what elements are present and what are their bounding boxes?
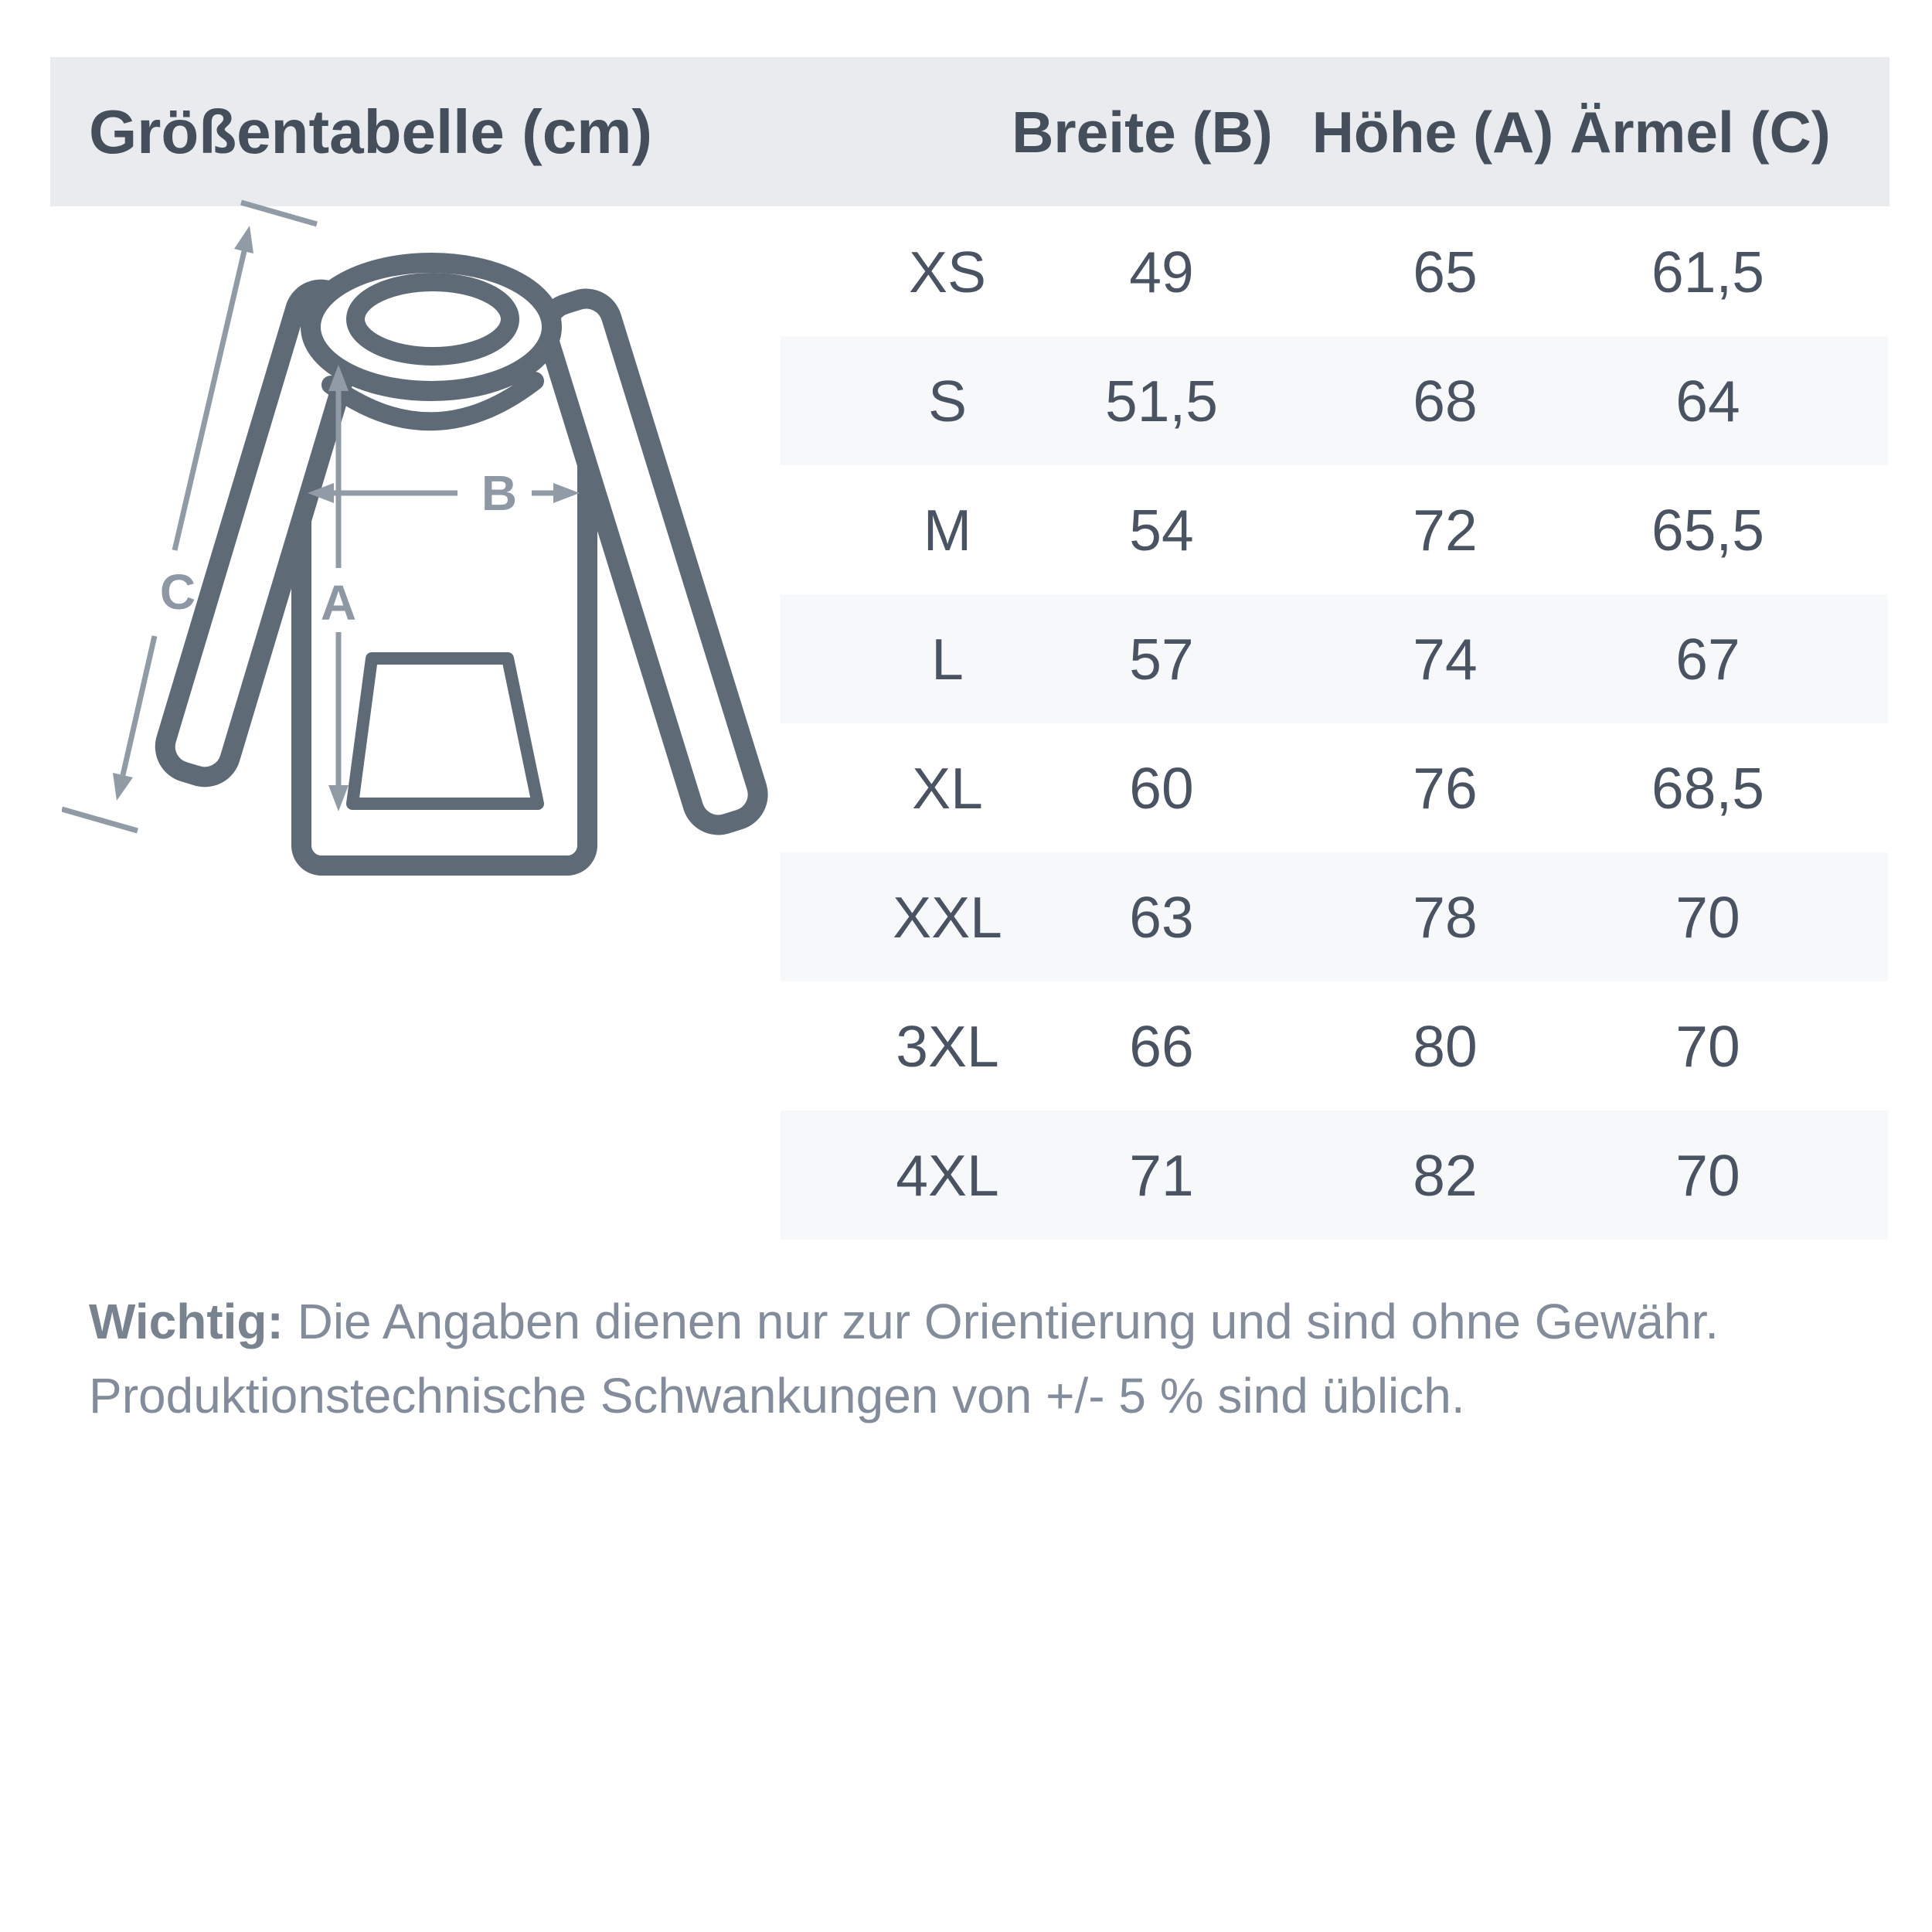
hoodie-pocket-outline — [352, 658, 538, 804]
disclaimer-line-2 — [89, 1359, 1889, 1433]
breite-value: 60 — [1129, 755, 1194, 821]
size-label: M — [923, 497, 972, 563]
breite-value: 49 — [1129, 239, 1194, 304]
breite-value: 71 — [1129, 1142, 1194, 1208]
disclaimer-label: Wichtig: — [89, 1294, 284, 1349]
disclaimer-line-1 — [89, 1284, 1889, 1359]
table-row-xxl — [781, 852, 1888, 981]
disclaimer-text-2: Produktionstechnische Schwankungen von +/- 5 % sind üblich. — [89, 1368, 1465, 1423]
size-label: L — [931, 626, 964, 692]
hoehe-value: 65 — [1413, 239, 1478, 304]
table-header — [50, 57, 1889, 206]
hoehe-value: 76 — [1413, 755, 1478, 821]
measure-label-a: A — [320, 575, 357, 631]
disclaimer-note — [89, 1284, 1889, 1433]
size-label: XXL — [893, 884, 1002, 950]
hoodie-measurement-diagram — [62, 193, 796, 889]
aermel-value: 67 — [1675, 626, 1740, 692]
size-label: 4XL — [896, 1142, 999, 1208]
table-row-m — [781, 465, 1888, 594]
page-title: Größentabelle (cm) — [89, 97, 653, 166]
disclaimer-text-1: Die Angaben dienen nur zur Orientierung und sind ohne Gewähr. — [283, 1294, 1719, 1349]
hoehe-value: 78 — [1413, 884, 1478, 950]
aermel-value: 61,5 — [1651, 239, 1764, 304]
aermel-value: 70 — [1675, 884, 1740, 950]
size-label: 3XL — [896, 1013, 999, 1079]
hoehe-value: 68 — [1413, 368, 1478, 434]
size-label: XL — [912, 755, 983, 821]
table-row-xl — [781, 723, 1888, 852]
hoehe-value: 80 — [1413, 1013, 1478, 1079]
breite-value: 63 — [1129, 884, 1194, 950]
table-row-l — [781, 594, 1888, 723]
breite-value: 57 — [1129, 626, 1194, 692]
hoehe-value: 82 — [1413, 1142, 1478, 1208]
hoehe-value: 72 — [1413, 497, 1478, 563]
breite-value: 66 — [1129, 1013, 1194, 1079]
size-label: XS — [908, 239, 987, 304]
table-row-3xl — [781, 981, 1888, 1111]
measure-label-c: C — [159, 564, 196, 620]
aermel-value: 64 — [1675, 368, 1740, 434]
column-header-aermel: Ärmel (C) — [1570, 99, 1831, 165]
table-row-s — [781, 336, 1888, 465]
size-table — [781, 207, 1888, 1240]
column-header-hoehe: Höhe (A) — [1311, 99, 1554, 165]
measure-label-b: B — [481, 465, 518, 521]
breite-value: 54 — [1129, 497, 1194, 563]
breite-value: 51,5 — [1105, 368, 1218, 434]
aermel-value: 70 — [1675, 1013, 1740, 1079]
aermel-value: 68,5 — [1651, 755, 1764, 821]
table-row-xs — [781, 207, 1888, 336]
aermel-value: 65,5 — [1651, 497, 1764, 563]
column-header-breite: Breite (B) — [1012, 99, 1273, 165]
aermel-value: 70 — [1675, 1142, 1740, 1208]
hoehe-value: 74 — [1413, 626, 1478, 692]
size-label: S — [927, 368, 968, 434]
table-row-4xl — [781, 1111, 1888, 1240]
